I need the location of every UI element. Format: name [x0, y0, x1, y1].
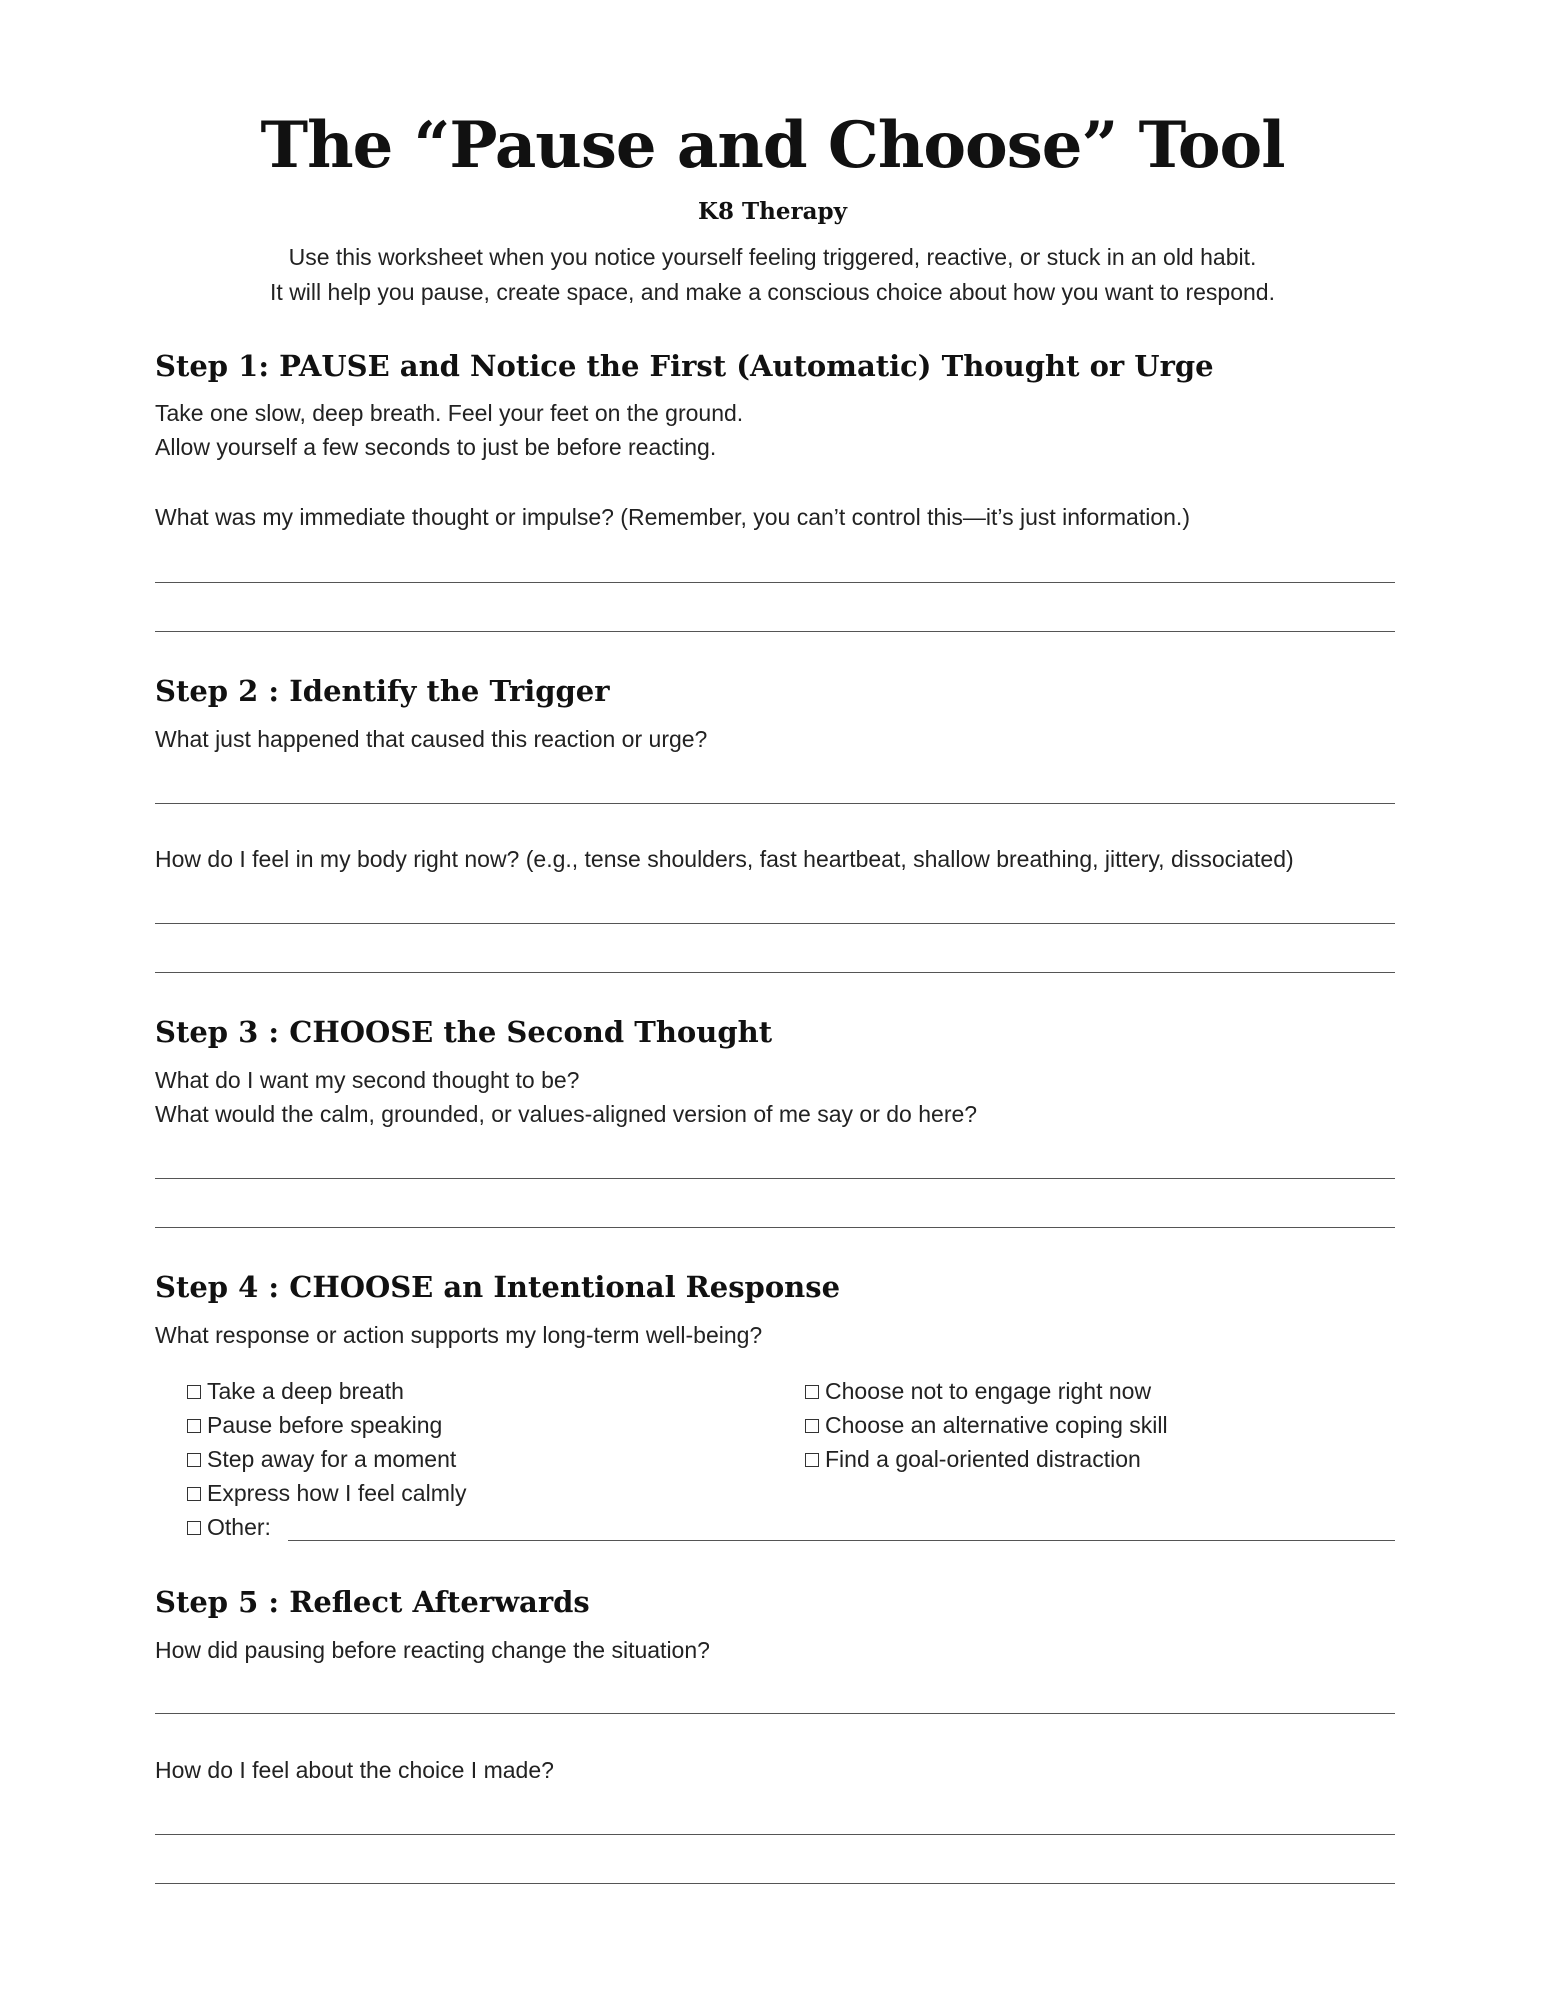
option-step-away[interactable]: [187, 1446, 456, 1473]
option-label: Pause before speaking: [207, 1412, 443, 1438]
step5-answer-line-3[interactable]: [155, 1883, 1395, 1884]
intro-line-2: It will help you pause, create space, and make a conscious choice about how you want to respond.: [270, 279, 1275, 305]
checkbox-icon[interactable]: [805, 1453, 819, 1467]
step2-answer-line-3[interactable]: [155, 972, 1395, 973]
step5-answer-line-1[interactable]: [155, 1713, 1395, 1714]
step4-heading: Step 4 : CHOOSE an Intentional Response: [155, 1270, 841, 1304]
checkbox-icon[interactable]: [187, 1453, 201, 1467]
step5-prompt-1: How did pausing before reacting change the situation?: [155, 1637, 710, 1663]
checkbox-icon[interactable]: [187, 1419, 201, 1433]
step2-prompt-2: How do I feel in my body right now? (e.g., tense shoulders, fast heartbeat, shallow breathing, jittery, dissociated): [155, 846, 1294, 872]
step1-prompt: What was my immediate thought or impulse? (Remember, you can’t control this—it’s just information.): [155, 504, 1190, 530]
step3-answer-line-2[interactable]: [155, 1227, 1395, 1228]
checkbox-icon[interactable]: [187, 1487, 201, 1501]
step2-heading: Step 2 : Identify the Trigger: [155, 674, 610, 708]
checkbox-icon[interactable]: [187, 1521, 201, 1535]
option-label: Choose an alternative coping skill: [825, 1412, 1168, 1438]
checkbox-icon[interactable]: [805, 1419, 819, 1433]
intro-line-1: Use this worksheet when you notice yourself feeling triggered, reactive, or stuck in an old habit.: [288, 244, 1257, 270]
step1-answer-line-2[interactable]: [155, 631, 1395, 632]
step2-answer-line-2[interactable]: [155, 923, 1395, 924]
option-label: Choose not to engage right now: [825, 1378, 1152, 1404]
other-answer-line[interactable]: [288, 1540, 1395, 1541]
option-deep-breath[interactable]: [187, 1378, 404, 1405]
checkbox-icon[interactable]: [805, 1385, 819, 1399]
author-subtitle: K8 Therapy: [698, 198, 847, 225]
option-label: Find a goal-oriented distraction: [825, 1446, 1141, 1472]
option-coping-skill[interactable]: [805, 1412, 1168, 1439]
option-other[interactable]: [187, 1514, 271, 1541]
step1-heading: Step 1: PAUSE and Notice the First (Automatic) Thought or Urge: [155, 349, 1214, 383]
step3-text-2: What would the calm, grounded, or values-aligned version of me say or do here?: [155, 1101, 978, 1127]
step2-prompt-1: What just happened that caused this reaction or urge?: [155, 726, 708, 752]
option-express-calmly[interactable]: [187, 1480, 466, 1507]
option-distraction[interactable]: [805, 1446, 1141, 1473]
step1-text-2: Allow yourself a few seconds to just be before reacting.: [155, 434, 717, 460]
step5-heading: Step 5 : Reflect Afterwards: [155, 1585, 590, 1619]
step5-answer-line-2[interactable]: [155, 1834, 1395, 1835]
option-label: Other:: [207, 1514, 271, 1540]
step4-prompt: What response or action supports my long-term well-being?: [155, 1322, 763, 1348]
checkbox-icon[interactable]: [187, 1385, 201, 1399]
option-not-engage[interactable]: [805, 1378, 1151, 1405]
option-label: Step away for a moment: [207, 1446, 457, 1472]
step3-text-1: What do I want my second thought to be?: [155, 1067, 580, 1093]
step2-answer-line-1[interactable]: [155, 803, 1395, 804]
step3-answer-line-1[interactable]: [155, 1178, 1395, 1179]
step1-text-1: Take one slow, deep breath. Feel your feet on the ground.: [155, 400, 744, 426]
option-label: Express how I feel calmly: [207, 1480, 467, 1506]
step1-answer-line-1[interactable]: [155, 582, 1395, 583]
page-title: The “Pause and Choose” Tool: [260, 108, 1285, 183]
step5-prompt-2: How do I feel about the choice I made?: [155, 1757, 554, 1783]
option-label: Take a deep breath: [207, 1378, 404, 1404]
step3-heading: Step 3 : CHOOSE the Second Thought: [155, 1015, 773, 1049]
option-pause-before-speaking[interactable]: [187, 1412, 442, 1439]
